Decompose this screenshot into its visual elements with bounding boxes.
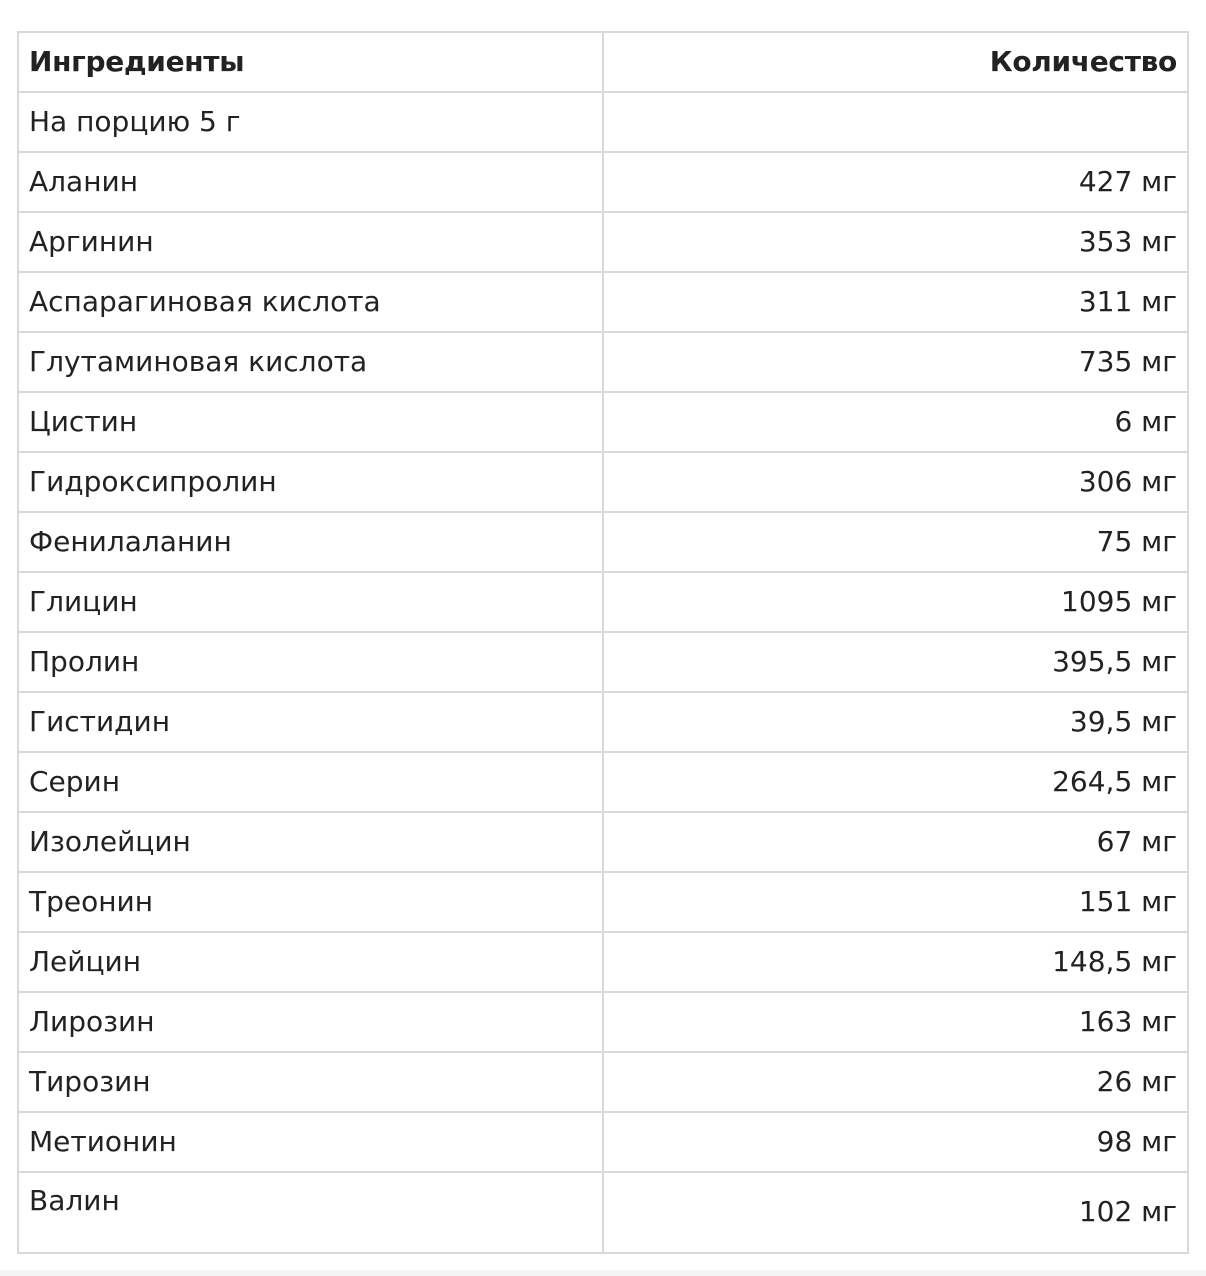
- ingredient-name: Изолейцин: [18, 812, 603, 872]
- ingredient-amount: 735 мг: [603, 332, 1188, 392]
- table-row: [18, 692, 1188, 752]
- table-row: [18, 992, 1188, 1052]
- ingredient-name: Лирозин: [18, 992, 603, 1052]
- ingredient-amount: 151 мг: [603, 872, 1188, 932]
- ingredient-name: Гидроксипролин: [18, 452, 603, 512]
- table-row: [18, 272, 1188, 332]
- ingredient-name: Аспарагиновая кислота: [18, 272, 603, 332]
- ingredient-amount: 75 мг: [603, 512, 1188, 572]
- table-row: [18, 1112, 1188, 1172]
- ingredient-amount: 6 мг: [603, 392, 1188, 452]
- ingredient-name: Глутаминовая кислота: [18, 332, 603, 392]
- ingredient-name: Лейцин: [18, 932, 603, 992]
- table-row: [18, 512, 1188, 572]
- table-row: [18, 1172, 1188, 1253]
- ingredient-amount: 264,5 мг: [603, 752, 1188, 812]
- ingredient-name: Валин: [18, 1172, 603, 1253]
- ingredient-amount: 306 мг: [603, 452, 1188, 512]
- table-row: [18, 212, 1188, 272]
- ingredient-name: Метионин: [18, 1112, 603, 1172]
- ingredient-amount: 427 мг: [603, 152, 1188, 212]
- ingredient-amount: 1095 мг: [603, 572, 1188, 632]
- table-row: [18, 752, 1188, 812]
- ingredient-name: Пролин: [18, 632, 603, 692]
- table-row: [18, 332, 1188, 392]
- table-row: [18, 572, 1188, 632]
- ingredient-name: Глицин: [18, 572, 603, 632]
- ingredient-amount: 163 мг: [603, 992, 1188, 1052]
- ingredients-table: [17, 31, 1189, 1254]
- ingredient-name: Аргинин: [18, 212, 603, 272]
- ingredient-amount: 39,5 мг: [603, 692, 1188, 752]
- ingredient-amount: 98 мг: [603, 1112, 1188, 1172]
- table-row: [18, 1052, 1188, 1112]
- table-row: [18, 392, 1188, 452]
- serving-row: [18, 92, 1188, 152]
- ingredient-amount: 67 мг: [603, 812, 1188, 872]
- table-row: [18, 812, 1188, 872]
- table-header-row: [18, 32, 1188, 92]
- ingredient-amount: 311 мг: [603, 272, 1188, 332]
- ingredient-amount: 353 мг: [603, 212, 1188, 272]
- header-amount: Количество: [603, 32, 1188, 92]
- ingredient-amount: 26 мг: [603, 1052, 1188, 1112]
- table-row: [18, 632, 1188, 692]
- ingredient-amount: 148,5 мг: [603, 932, 1188, 992]
- serving-amount-empty: [603, 92, 1188, 152]
- table-row: [18, 152, 1188, 212]
- ingredient-name: Фенилаланин: [18, 512, 603, 572]
- ingredient-name: Серин: [18, 752, 603, 812]
- serving-label: На порцию 5 г: [18, 92, 603, 152]
- table-row: [18, 452, 1188, 512]
- ingredient-name: Гистидин: [18, 692, 603, 752]
- ingredient-amount: 102 мг: [603, 1172, 1188, 1253]
- header-ingredients: Ингредиенты: [18, 32, 603, 92]
- table-row: [18, 932, 1188, 992]
- ingredient-name: Цистин: [18, 392, 603, 452]
- ingredient-amount: 395,5 мг: [603, 632, 1188, 692]
- ingredient-name: Тирозин: [18, 1052, 603, 1112]
- table-row: [18, 872, 1188, 932]
- ingredient-name: Аланин: [18, 152, 603, 212]
- ingredient-name: Треонин: [18, 872, 603, 932]
